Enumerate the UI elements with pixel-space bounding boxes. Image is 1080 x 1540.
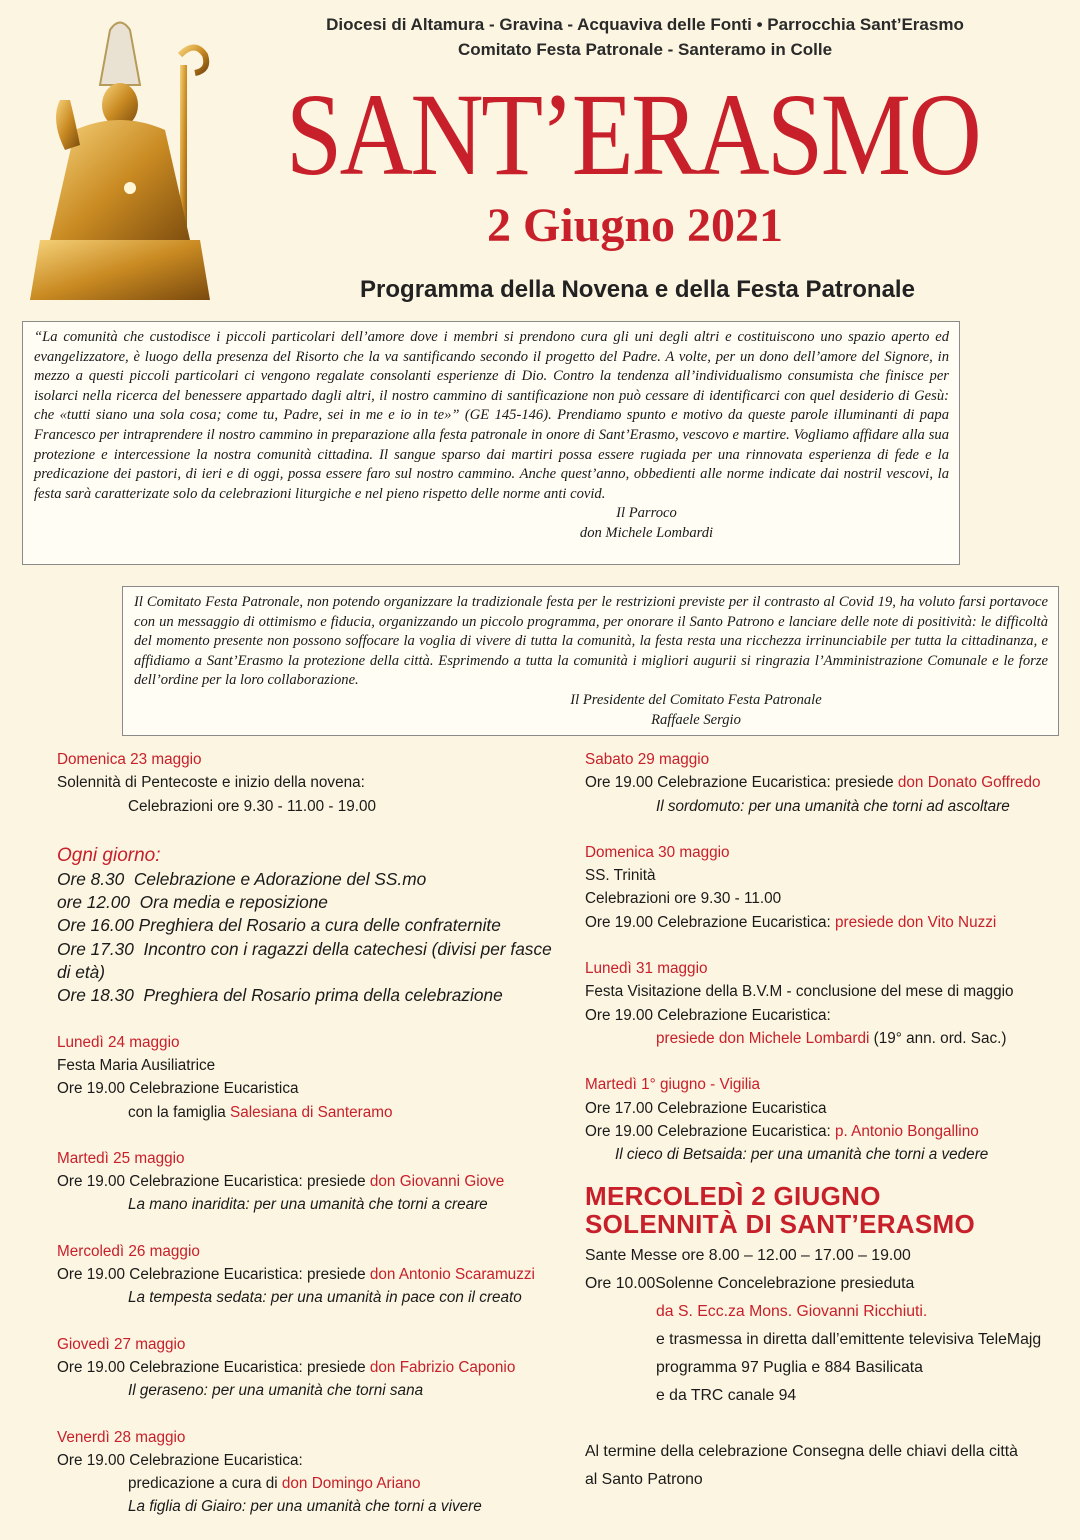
schedule-line: SS. Trinità: [585, 867, 656, 885]
schedule-line: Ore 10.00Solenne Concelebrazione presieduta: [585, 1275, 915, 1293]
schedule-line: Ore 17.00 Celebrazione Eucaristica: [585, 1099, 827, 1117]
day-section: [57, 1426, 567, 1519]
celebrant-name: don Antonio Scaramuzzi: [369, 1266, 535, 1284]
day-heading: Domenica 23 maggio: [57, 751, 202, 768]
comitato-signature-role: Il Presidente del Comitato Festa Patronale: [570, 691, 822, 708]
schedule-line: Celebrazioni ore 9.30 - 11.00 - 19.00: [128, 797, 377, 815]
schedule-line: e trasmessa in diretta dall’emittente televisiva TeleMajg: [656, 1331, 1042, 1349]
diocesi-line: Diocesi di Altamura - Gravina - Acquaviva delle Fonti • Parrocchia Sant’Erasmo: [326, 15, 964, 34]
schedule-line: [585, 911, 1055, 934]
daily-text: Celebrazione e Adorazione del SS.mo: [133, 868, 427, 889]
celebrant-name: p. Antonio Bongallino: [834, 1122, 979, 1140]
schedule-text: Ore 19.00 Celebrazione Eucaristica:: [585, 913, 835, 931]
daily-time: Ore 16.00: [57, 915, 134, 936]
theme-line: La mano inaridita: per una umanità che torni a creare: [128, 1196, 488, 1214]
parroco-message-text: “La comunità che custodisce i piccoli particolari dell’amore dove i membri si prendono cura gli uni degli altri e costituiscono uno spazio aperto ed evangelizzatore, è luogo della presenza del Risorto che la va santificando secondo il progetto del Padre. A volte, per un dono dell’amore del Signore, in mezzo a questi piccoli particolari ci vengono regalate consolanti esperienze di Dio. Contro la tendenza all’individualismo consumista che finisce per isolarci nella ricerca del benessere appartado dagli altri, il nostro cammino di santificazione non può cessare di identificarci con quel desiderio di Gesù: che «tutti siano una sola cosa; come tu, Padre, sei in me e io in te»” (GE 145-146). Prendiamo spunto e motivo da queste parole illuminanti di papa Francesco per intraprendere il nostro cammino in preparazione alla festa patronale in onore di Sant’Erasmo, vescovo e martire. Vogliamo affidare alla sua protezione e intercessione la nostra comunità cittadina. Il sangue sparso dai martiri possa essere rugiada per una rinnovata esperienza di fede e la predicazione dei pastori, di ieri e di oggi, possa essere faro sul nostro cammino. Anche quest’anno, obbedienti alle norme indicate dai nostril vescovi, la festa sarà caratterizate solo da celebrazioni liturgiche e nel pieno rispetto delle norme anti covid.: [34, 329, 949, 502]
schedule-line: [585, 771, 1055, 794]
header-diocesi: [280, 12, 1010, 62]
schedule-line: [57, 1472, 567, 1495]
daily-text: Preghiera del Rosario a cura delle confraternite: [138, 915, 501, 936]
comitato-line: Comitato Festa Patronale - Santeramo in Colle: [457, 40, 833, 59]
day-heading: Sabato 29 maggio: [585, 751, 710, 768]
schedule-text: con la famiglia: [128, 1103, 231, 1121]
day-section: [57, 1333, 567, 1403]
daily-item: [57, 938, 567, 985]
schedule-text: (19° ann. ord. Sac.): [869, 1029, 1007, 1047]
daily-section: [57, 844, 567, 1008]
schedule-line: [57, 1170, 567, 1193]
day-heading: Domenica 30 maggio: [585, 843, 730, 861]
schedule-line: Ore 19.00 Celebrazione Eucaristica:: [585, 1006, 831, 1024]
schedule-highlight: Salesiana di Santeramo: [230, 1103, 393, 1121]
parroco-signature-role: Il Parroco: [616, 505, 677, 522]
day-heading: Martedì 1° giugno - Vigilia: [585, 1076, 761, 1094]
schedule-line: e da TRC canale 94: [656, 1387, 797, 1405]
theme-line: Il geraseno: per una umanità che torni sana: [128, 1382, 424, 1400]
schedule-text: Ore 19.00 Celebrazione Eucaristica: presiede: [57, 1266, 370, 1284]
parroco-signature-name: don Michele Lombardi: [579, 524, 714, 541]
theme-line: La tempesta sedata: per una umanità in pace con il creato: [128, 1289, 522, 1307]
schedule-line: programma 97 Puglia e 884 Basilicata: [656, 1359, 923, 1377]
daily-item: [57, 868, 567, 891]
daily-item: [57, 891, 567, 914]
schedule-line: Festa Maria Ausiliatrice: [57, 1056, 216, 1074]
day-heading: Giovedì 27 maggio: [57, 1335, 186, 1353]
schedule-line: Celebrazioni ore 9.30 - 11.00: [585, 890, 782, 908]
feast-heading-title: SOLENNITÀ DI SANT’ERASMO: [585, 1209, 975, 1240]
schedule-line: Festa Visitazione della B.V.M - conclusione del mese di maggio: [585, 983, 1014, 1001]
daily-text: Preghiera del Rosario prima della celebrazione: [143, 985, 503, 1006]
daily-time: Ore 18.30: [57, 985, 134, 1006]
schedule-line: al Santo Patrono: [585, 1471, 703, 1489]
comitato-signature-name: Raffaele Sergio: [651, 711, 741, 728]
theme-line: Il cieco di Betsaida: per una umanità che torni a vedere: [615, 1146, 989, 1164]
theme-line: La figlia di Giairo: per una umanità che torni a vivere: [128, 1498, 482, 1516]
main-feast-section: [585, 1182, 1055, 1494]
schedule-line: Al termine della celebrazione Consegna delle chiavi della città: [585, 1443, 1018, 1461]
parroco-message-box: [22, 321, 960, 565]
daily-text: Ora media e reposizione: [139, 892, 328, 913]
page-title: SANT’ERASMO: [285, 69, 980, 200]
day-section: [585, 841, 1055, 934]
celebrant-name: presiede don Michele Lombardi: [656, 1029, 870, 1047]
celebrant-name: presiede don Vito Nuzzi: [834, 913, 997, 931]
celebrant-name: da S. Ecc.za Mons. Giovanni Ricchiuti.: [656, 1303, 928, 1321]
day-section: [57, 748, 567, 818]
schedule-left-column: [57, 748, 567, 1519]
day-heading: Venerdì 28 maggio: [57, 1428, 186, 1446]
schedule-right-column: [585, 748, 1055, 1494]
day-heading: Mercoledì 26 maggio: [57, 1242, 200, 1260]
theme-line: Il sordomuto: per una umanità che torni ad ascoltare: [656, 797, 1010, 815]
daily-time: Ore 8.30: [57, 868, 125, 889]
daily-item: [57, 914, 567, 937]
program-subtitle: Programma della Novena e della Festa Patronale: [360, 276, 915, 303]
comitato-message-text: Il Comitato Festa Patronale, non potendo organizzare la tradizionale festa per le restrizioni previste per il contrasto al Covid 19, ha voluto farsi portavoce con un messaggio di ottimismo e fiducia, organizzando un piccolo programma, per onorare il Santo Patrono e lanciare delle note di positività: le difficoltà del momento presente non possono soffocare la voglia di vivere di tutta la comunità, la festa resta una ricchezza irrinunciabile per tutta la cittadinanza, e affidiamo a Sant’Erasmo la protezione della città. Esprimendo a tutta la comunità i migliori augurii si ringrazia l’Amministrazione Comunale e le forze dell’ordine per la loro collaborazione.: [134, 594, 1048, 689]
day-section: [57, 1147, 567, 1217]
day-section: [585, 1073, 1055, 1166]
celebrant-name: don Giovanni Giove: [369, 1173, 505, 1191]
celebrant-name: don Donato Goffredo: [897, 774, 1041, 792]
schedule-line: Ore 19.00 Celebrazione Eucaristica: [57, 1080, 299, 1098]
day-section: [57, 1031, 567, 1124]
schedule-text: Ore 19.00 Celebrazione Eucaristica: presiede: [585, 774, 898, 792]
daily-heading: Ogni giorno:: [57, 844, 161, 866]
saint-statue-image: [20, 10, 230, 300]
schedule-line: Ore 19.00 Celebrazione Eucaristica:: [57, 1451, 303, 1469]
schedule-text: Ore 19.00 Celebrazione Eucaristica:: [585, 1122, 835, 1140]
celebrant-name: don Domingo Ariano: [281, 1475, 421, 1493]
daily-item: [57, 984, 567, 1007]
celebrant-name: don Fabrizio Caponio: [369, 1358, 516, 1376]
daily-text: Incontro con i ragazzi della catechesi (divisi per fasce di età): [57, 938, 552, 983]
day-heading: Lunedì 31 maggio: [585, 960, 708, 978]
schedule-line: [585, 1027, 1055, 1050]
day-section: [585, 957, 1055, 1050]
feast-heading-date: MERCOLEDÌ 2 GIUGNO: [585, 1181, 881, 1212]
schedule-text: Ore 19.00 Celebrazione Eucaristica: presiede: [57, 1173, 370, 1191]
schedule-line: [585, 1120, 1055, 1143]
day-heading: Martedì 25 maggio: [57, 1149, 185, 1167]
event-date: 2 Giugno 2021: [486, 199, 784, 252]
daily-time: ore 12.00: [57, 892, 131, 913]
day-section: [57, 1240, 567, 1310]
schedule-text: Ore 19.00 Celebrazione Eucaristica: presiede: [57, 1358, 370, 1376]
schedule-line: [57, 1356, 567, 1379]
daily-time: Ore 17.30: [57, 938, 134, 959]
schedule-text: predicazione a cura di: [128, 1475, 282, 1493]
schedule-line: Sante Messe ore 8.00 – 12.00 – 17.00 – 19.00: [585, 1247, 911, 1265]
schedule-line: [57, 1263, 567, 1286]
comitato-message-box: [122, 586, 1059, 736]
schedule-line: [57, 1101, 567, 1124]
day-heading: Lunedì 24 maggio: [57, 1033, 180, 1051]
day-section: [585, 748, 1055, 818]
schedule-line: Solennità di Pentecoste e inizio della novena:: [57, 774, 365, 792]
